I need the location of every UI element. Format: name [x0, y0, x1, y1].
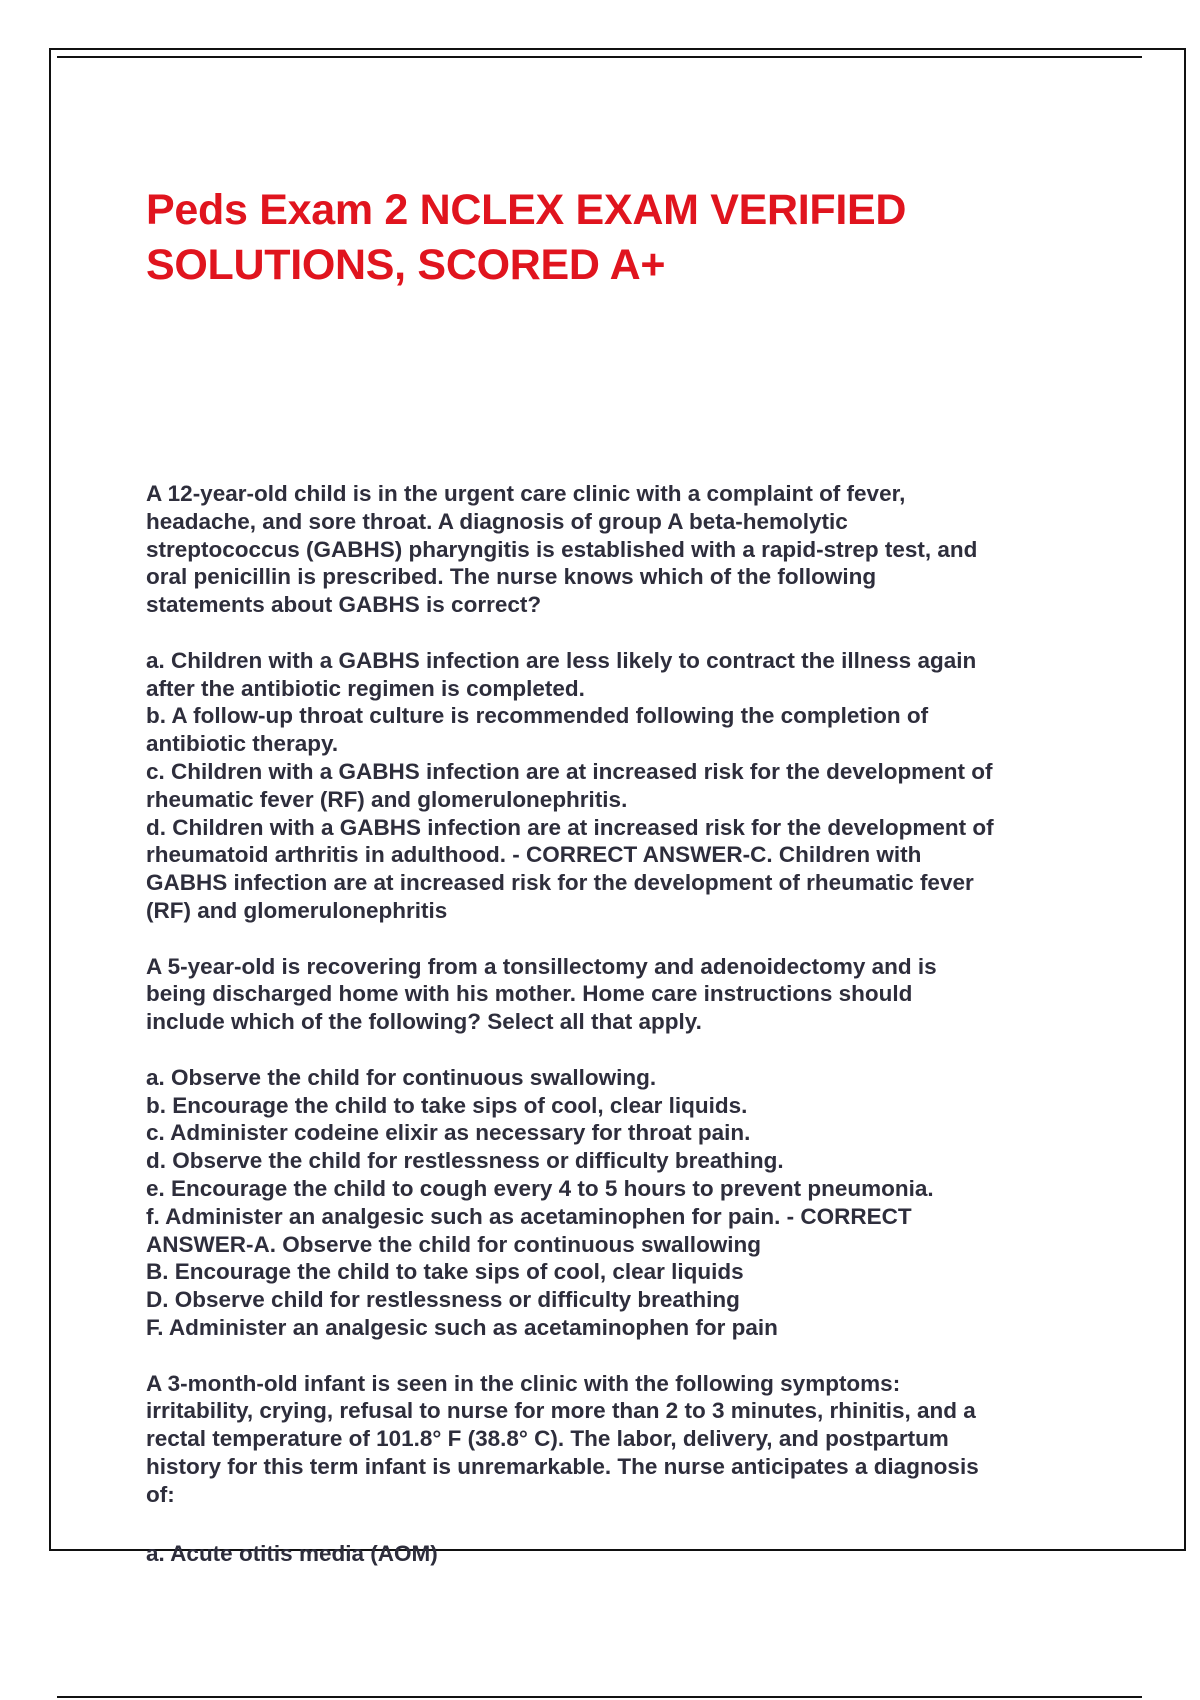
- spacer: [146, 1036, 1106, 1064]
- question-3-option-a: a. Acute otitis media (AOM): [146, 1541, 438, 1566]
- header-rule: [57, 56, 1142, 58]
- spacer: [146, 925, 1106, 953]
- question-3-stem: A 3-month-old infant is seen in the clinic with the following symptoms: irritability, crying, refusal to nurse for more than 2 to 3 minutes, rhinitis, and a rectal temperature of 101.8° F (38.8° C). The labor, delivery, and postpartum history for this term infant is unremarkable. The nurse anticipates a diagnosis of:: [146, 1370, 979, 1507]
- title-line-2: SOLUTIONS, SCORED A+: [146, 241, 666, 289]
- question-1-options: a. Children with a GABHS infection are less likely to contract the illness again after the antibiotic regimen is completed. b. A follow-up throat culture is recommended following the completion of antibiotic therapy. c. Children with a GABHS infection are at increased risk for the development of rheumatic fever (RF) and glomerulonephritis. d. Children with a GABHS infection are at increased risk for the development of rheumatoid arthritis in adulthood. - CORRECT ANSWER-C. Children with GABHS infection are at increased risk for the development of rheumatic fever (RF) and glomerulonephritis: [146, 647, 994, 923]
- document-body: [146, 480, 1106, 1508]
- footer-rule: [57, 1696, 1142, 1698]
- spacer: [146, 1342, 1106, 1370]
- title-line-1: Peds Exam 2 NCLEX EXAM VERIFIED: [146, 186, 907, 234]
- question-2-options: a. Observe the child for continuous swallowing. b. Encourage the child to take sips of cool, clear liquids. c. Administer codeine elixir as necessary for throat pain. d. Observe the child for restlessness or difficulty breathing. e. Encourage the child to cough every 4 to 5 hours to prevent pneumonia. f. Administer an analgesic such as acetaminophen for pain. - CORRECT ANSWER-A. Observe the child for continuous swallowing B. Encourage the child to take sips of cool, clear liquids D. Observe child for restlessness or difficulty breathing F. Administer an analgesic such as acetaminophen for pain: [146, 1064, 934, 1340]
- question-2-stem: A 5-year-old is recovering from a tonsillectomy and adenoidectomy and is being discharged home with his mother. Home care instructions should include which of the following? Select all that apply.: [146, 953, 937, 1035]
- document-title: [146, 183, 1046, 293]
- spacer: [146, 619, 1106, 647]
- question-1-stem: A 12-year-old child is in the urgent care clinic with a complaint of fever, headache, and sore throat. A diagnosis of group A beta-hemolytic streptococcus (GABHS) pharyngitis is established with a rapid-strep test, and oral penicillin is prescribed. The nurse knows which of the following statements about GABHS is correct?: [146, 481, 978, 618]
